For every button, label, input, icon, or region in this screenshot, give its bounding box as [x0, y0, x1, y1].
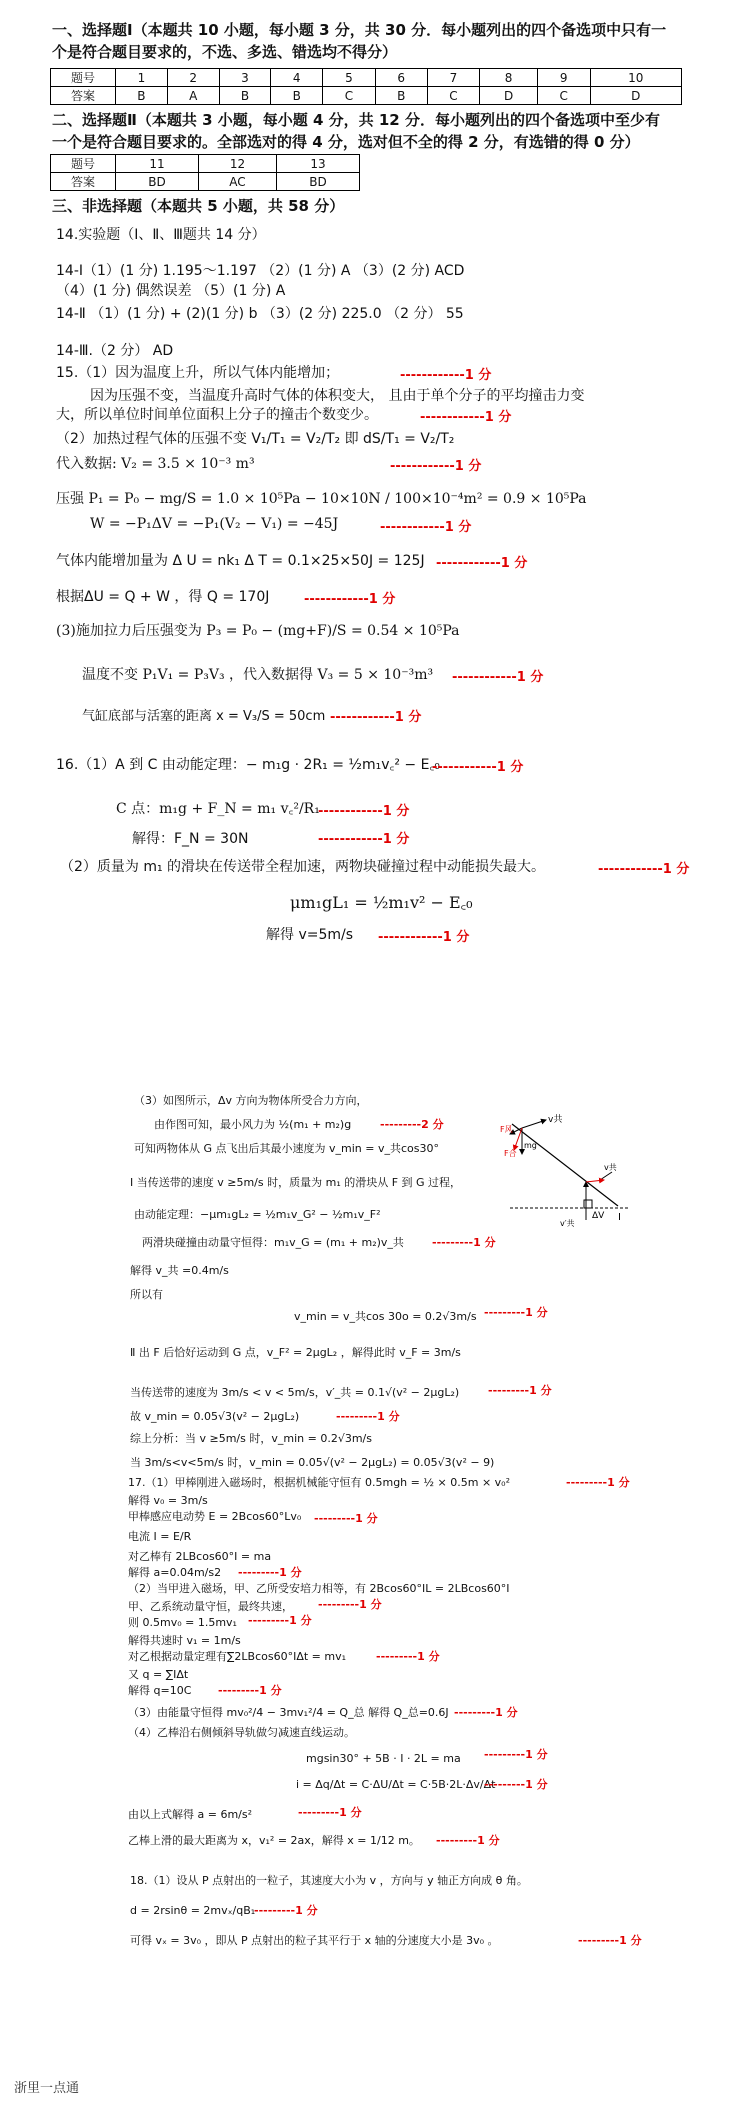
- velocity-arrow-2: [600, 1172, 612, 1180]
- section2-title-line1: 二、选择题Ⅱ（本题共 3 小题，每小题 4 分，共 12 分．每小题列出的四个备选项中至少有: [52, 111, 660, 129]
- table-cell: 6: [375, 69, 427, 87]
- label-fhe: F合: [504, 1149, 517, 1158]
- score-mark: ---------1 分: [484, 1306, 548, 1319]
- q16b-p2: 由作图可知，最小风力为 ½(m₁ + m₂)g: [154, 1118, 352, 1131]
- table-cell: AC: [198, 173, 276, 191]
- q16-p3: 解得：F_N = 30N: [132, 831, 249, 847]
- q17-p5: 对乙棒有 2LBcos60°I = ma: [128, 1550, 272, 1563]
- q17-p7: （2）当甲进入磁场，甲、乙所受安培力相等，有 2Bcos60°IL = 2LBcos60°I: [128, 1582, 510, 1595]
- right-angle-mark: [584, 1200, 592, 1208]
- q16-p2: C 点：m₁g + F_N = m₁ v꜀²/R₁: [116, 801, 320, 817]
- q17-p18: 由以上式解得 a = 6m/s²: [128, 1808, 253, 1821]
- q15-p8: 气体内能增加量为 Δ U = nk₁ Δ T = 0.1×25×50J = 125J: [56, 553, 425, 569]
- section2-answer-row: [51, 173, 360, 191]
- table-cell: C: [537, 87, 590, 105]
- score-mark: ------------1 分: [400, 368, 492, 383]
- q17-p9: 则 0.5mv₀ = 1.5mv₁: [128, 1616, 237, 1629]
- score-mark: ------------1 分: [304, 592, 396, 607]
- score-mark: ---------1 分: [218, 1684, 282, 1697]
- table-cell: BD: [277, 173, 360, 191]
- table-cell: 2: [167, 69, 219, 87]
- q17-p16: mgsin30° + 5B · I · 2L = ma: [306, 1752, 461, 1765]
- score-mark: ---------1 分: [488, 1384, 552, 1397]
- section1-number-row: [51, 69, 682, 87]
- score-mark: ---------2 分: [380, 1118, 444, 1131]
- table-cell: C: [427, 87, 480, 105]
- table-cell: B: [219, 87, 271, 105]
- score-mark: ---------1 分: [248, 1614, 312, 1627]
- label-vgong: v共: [548, 1115, 563, 1125]
- table-cell: BD: [116, 173, 199, 191]
- q15-p1: 15.（1）因为温度上升，所以气体内能增加；: [56, 365, 340, 381]
- q14-i-line2: （4）(1 分) 偶然误差 （5）(1 分) A: [56, 283, 286, 299]
- q16b-p1: （3）如图所示，Δv 方向为物体所受合力方向，: [134, 1094, 368, 1107]
- table-cell: D: [590, 87, 681, 105]
- score-mark: ------------1 分: [390, 459, 482, 474]
- q18-p1: 18.（1）设从 P 点射出的一粒子，其速度大小为 v ，方向与 y 轴正方向成 θ 角。: [130, 1874, 528, 1887]
- q15-p11: 温度不变 P₁V₁ = P₃V₃ ，代入数据得 V₃ = 5 × 10⁻³m³: [82, 667, 434, 683]
- watermark-text: 浙里一点通: [14, 2081, 80, 2096]
- q15-p9: 根据ΔU = Q + W ，得 Q = 170J: [56, 589, 270, 605]
- section1-title-line2: 个是符合题目要求的，不选、多选、错选均不得分）: [52, 43, 398, 61]
- q16b-p5: 由动能定理：−μm₁gL₂ = ½m₁v_G² − ½m₁v_F²: [134, 1208, 381, 1221]
- label-mg: mg: [524, 1141, 537, 1150]
- score-mark: ---------1 分: [566, 1476, 630, 1489]
- q18-p2: d = 2rsinθ = 2mvₓ/qB₁: [130, 1904, 256, 1917]
- q14-title: 14.实验题（Ⅰ、Ⅱ、Ⅲ题共 14 分）: [56, 227, 266, 243]
- table-cell: 12: [198, 155, 276, 173]
- q14-ii-line: 14-Ⅱ （1）(1 分) + (2)(1 分) b （3）(2 分) 225.0 （2 分） 55: [56, 306, 464, 322]
- q15-p2: 因为压强不变，当温度升高时气体的体积变大， 且由于单个分子的平均撞击力变: [90, 388, 585, 404]
- score-mark: ------------1 分: [318, 804, 410, 819]
- score-mark: ---------1 分: [484, 1778, 548, 1791]
- table-cell: B: [375, 87, 427, 105]
- score-mark: ---------1 分: [376, 1650, 440, 1663]
- q16b-p12: 故 v_min = 0.05√3(v² − 2μgL₂): [130, 1410, 300, 1423]
- section3-title: 三、非选择题（本题共 5 小题，共 58 分）: [52, 197, 345, 215]
- q16b-p3: 可知两物体从 G 点飞出后其最小速度为 v_min = v_共cos30°: [134, 1142, 439, 1155]
- table-cell: 4: [271, 69, 323, 87]
- score-mark: ---------1 分: [298, 1806, 362, 1819]
- score-mark: ------------1 分: [318, 832, 410, 847]
- q15-p12: 气缸底部与活塞的距离 x = V₃/S = 50cm: [82, 709, 326, 724]
- q17-p11: 对乙根据动量定理有∑2LBcos60°IΔt = mv₁: [128, 1650, 347, 1663]
- section2-title-line2: 一个是符合题目要求的。全部选对的得 4 分，选对但不全的得 2 分，有选错的得 0 分）: [52, 133, 640, 151]
- table-cell: 3: [219, 69, 271, 87]
- table-cell: D: [480, 87, 538, 105]
- q17-p14: （3）由能量守恒得 mv₀²/4 − 3mv₁²/4 = Q_总 解得 Q_总=0.6J: [128, 1706, 449, 1719]
- label-delta-v: ΔV: [592, 1211, 605, 1221]
- force-vector-diagram: [500, 1110, 640, 1230]
- q15-p10: (3)施加拉力后压强变为 P₃ = P₀ − (mg+F)/S = 0.54 × 10⁵Pa: [56, 623, 460, 639]
- q15-p4: （2）加热过程气体的压强不变 V₁/T₁ = V₂/T₂ 即 dS/T₁ = V₂/T₂: [56, 431, 455, 447]
- q17-p19: 乙棒上滑的最大距离为 x，v₁² = 2ax，解得 x = 1/12 m。: [128, 1834, 420, 1847]
- table-cell: C: [323, 87, 376, 105]
- delta-v-arrow: [586, 1180, 604, 1182]
- q16b-p8: 所以有: [130, 1288, 163, 1301]
- table-header-label: 题号: [51, 155, 116, 173]
- q17-p3: 甲棒感应电动势 E = 2Bcos60°Lv₀: [128, 1510, 302, 1523]
- q17-p17: i = Δq/Δt = C·ΔU/Δt = C·5B·2L·Δv/Δt: [296, 1778, 496, 1791]
- score-mark: ---------1 分: [454, 1706, 518, 1719]
- q17-p15: （4）乙棒沿右侧倾斜导轨做匀减速直线运动。: [128, 1726, 355, 1739]
- q16b-p10: Ⅱ 出 F 后恰好运动到 G 点，v_F² = 2μgL₂ ，解得此时 v_F = 3m/s: [130, 1346, 461, 1359]
- score-mark: ---------1 分: [436, 1834, 500, 1847]
- score-mark: ---------1 分: [578, 1934, 642, 1947]
- q17-p2: 解得 v₀ = 3m/s: [128, 1494, 208, 1507]
- table-cell: A: [167, 87, 219, 105]
- score-mark: ------------1 分: [330, 710, 422, 725]
- q17-p12: 又 q = ∑IΔt: [128, 1668, 189, 1681]
- score-mark: ---------1 分: [484, 1748, 548, 1761]
- q15-p7: W = −P₁ΔV = −P₁(V₂ − V₁) = −45J: [90, 516, 339, 532]
- q14-i-line1: 14-Ⅰ（1）(1 分) 1.195～1.197 （2）(1 分) A （3）(2 分) ACD: [56, 263, 465, 279]
- q17-p6: 解得 a=0.04m/s2: [128, 1566, 222, 1579]
- q16b-p6: 两滑块碰撞由动量守恒得：m₁v_G = (m₁ + m₂)v_共: [142, 1236, 404, 1249]
- q16-p6: 解得 v=5m/s: [266, 927, 354, 943]
- q18-p3: 可得 vₓ = 3v₀ ，即从 P 点射出的粒子其平行于 x 轴的分速度大小是 3v₀ 。: [130, 1934, 499, 1947]
- section2-answer-table: [50, 154, 360, 191]
- section1-answer-table: [50, 68, 682, 105]
- section1-title-line1: 一、选择题Ⅰ（本题共 10 小题，每小题 3 分，共 30 分．每小题列出的四个备选项中只有一: [52, 21, 667, 39]
- score-mark: ---------1 分: [432, 1236, 496, 1249]
- score-mark: ------------1 分: [598, 862, 690, 877]
- q17-p10: 解得共速时 v₁ = 1m/s: [128, 1634, 241, 1647]
- score-mark: ---------1 分: [318, 1598, 382, 1611]
- score-mark: ---------1 分: [238, 1566, 302, 1579]
- q16b-p14: 当 3m/s<v<5m/s 时，v_min = 0.05√(v² − 2μgL₂) = 0.05√3(v² − 9): [130, 1456, 495, 1469]
- table-cell: 11: [116, 155, 199, 173]
- label-fwind: F风: [500, 1125, 513, 1134]
- score-mark: ------------1 分: [452, 670, 544, 685]
- table-cell: 9: [537, 69, 590, 87]
- score-mark: ---------1 分: [314, 1512, 378, 1525]
- q16b-p7: 解得 v_共 =0.4m/s: [130, 1264, 229, 1277]
- table-answer-label: 答案: [51, 87, 116, 105]
- table-cell: 5: [323, 69, 376, 87]
- section2-number-row: [51, 155, 360, 173]
- q16b-p9: v_min = v_共cos 30o = 0.2√3m/s: [294, 1310, 477, 1323]
- q16-p5: μm₁gL₁ = ½m₁v² − E꜀₀: [290, 893, 473, 912]
- velocity-arrow: [522, 1120, 546, 1128]
- score-mark: ------------1 分: [420, 410, 512, 425]
- table-header-label: 题号: [51, 69, 116, 87]
- table-cell: B: [271, 87, 323, 105]
- label-vprime: v′共: [560, 1219, 575, 1228]
- q17-p8: 甲、乙系统动量守恒，最终共速，: [128, 1600, 293, 1613]
- q17-p1: 17.（1）甲棒刚进入磁场时，根据机械能守恒有 0.5mgh = ½ × 0.5m × v₀²: [128, 1476, 510, 1489]
- q15-p6: 压强 P₁ = P₀ − mg/S = 1.0 × 10⁵Pa − 10×10N / 100×10⁻⁴m² = 0.9 × 10⁵Pa: [56, 491, 587, 507]
- q14-iii-line: 14-Ⅲ.（2 分） AD: [56, 343, 174, 359]
- q17-p13: 解得 q=10C: [128, 1684, 192, 1697]
- score-mark: ---------1 分: [336, 1410, 400, 1423]
- q17-p4: 电流 I = E/R: [128, 1530, 192, 1543]
- q16b-p4: Ⅰ 当传送带的速度 v ≥5m/s 时，质量为 m₁ 的滑块从 F 到 G 过程，: [130, 1176, 462, 1189]
- q16b-p13: 综上分析：当 v ≥5m/s 时，v_min = 0.2√3m/s: [130, 1432, 372, 1445]
- q16b-p11: 当传送带的速度为 3m/s < v < 5m/s，v′_共 = 0.1√(v² − 2μgL₂): [130, 1386, 460, 1399]
- table-answer-label: 答案: [51, 173, 116, 191]
- q16-p4: （2）质量为 m₁ 的滑块在传送带全程加速，两物块碰撞过程中动能损失最大。: [60, 859, 546, 875]
- table-cell: 8: [480, 69, 538, 87]
- table-cell: B: [116, 87, 168, 105]
- score-mark: ------------1 分: [432, 760, 524, 775]
- section1-answer-row: [51, 87, 682, 105]
- score-mark: ---------1 分: [254, 1904, 318, 1917]
- score-mark: ------------1 分: [436, 556, 528, 571]
- label-vgong-2: v共: [604, 1163, 617, 1172]
- score-mark: ------------1 分: [380, 520, 472, 535]
- label-roman: Ⅰ: [618, 1212, 621, 1223]
- table-cell: 1: [116, 69, 168, 87]
- incline-line: [512, 1124, 618, 1206]
- q16-p1: 16.（1）A 到 C 由动能定理：− m₁g · 2R₁ = ½m₁v꜀² − E꜀₀: [56, 757, 440, 773]
- table-cell: 10: [590, 69, 681, 87]
- table-cell: 13: [277, 155, 360, 173]
- q15-p3: 大，所以单位时间单位面积上分子的撞击个数变少。: [56, 407, 378, 423]
- table-cell: 7: [427, 69, 480, 87]
- q15-p5: 代入数据: V₂ = 3.5 × 10⁻³ m³: [56, 456, 255, 472]
- score-mark: ------------1 分: [378, 930, 470, 945]
